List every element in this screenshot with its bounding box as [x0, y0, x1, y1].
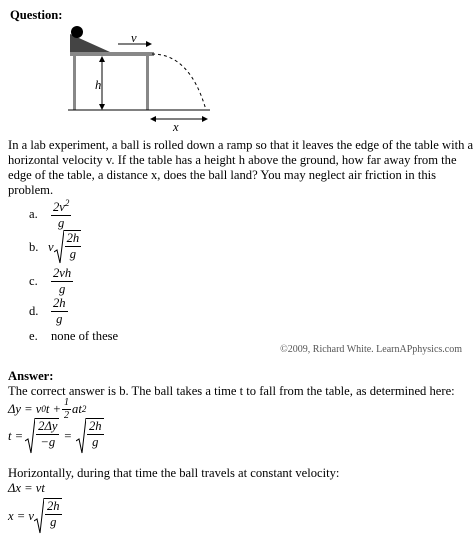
option-a-den: g [58, 215, 65, 230]
question-text [8, 138, 474, 197]
table-leg-right [146, 56, 149, 110]
equation-fall-time: Δy = v 0 t + $\frac{1}{2}$ at 2 [8, 397, 87, 421]
option-label: c. [29, 273, 38, 288]
option-a[interactable] [29, 198, 71, 231]
option-c-num: 2vh [53, 266, 72, 280]
horizontal-text: Horizontally, during that time the ball travels at constant velocity: [8, 466, 340, 480]
option-d[interactable] [29, 296, 68, 327]
option-b-den: g [69, 246, 77, 261]
copyright: ©2009, Richard White. LearnAPphysics.com [280, 344, 462, 355]
question-line: edge of the table, a distance x, does the ball land? You may neglect air friction in this [8, 167, 437, 182]
equation-horizontal: Δx = vt [8, 481, 45, 495]
option-e[interactable] [29, 329, 118, 344]
diagram-h-label: h [95, 78, 102, 92]
ramp-table-diagram [60, 24, 220, 129]
option-b[interactable] [29, 230, 81, 264]
table-leg-left [73, 56, 76, 110]
answer-line: The correct answer is b. The ball takes a time t to fall from the table, as determined here: [8, 384, 455, 398]
sqrt-icon [34, 498, 44, 534]
trajectory-path [152, 54, 206, 110]
question-line: horizontal velocity v. If the table has a height h above the ground, how far away from the [8, 152, 457, 167]
option-label: b. [29, 239, 39, 254]
velocity-arrow-icon [146, 41, 152, 47]
option-label: e. [29, 329, 38, 343]
option-label: d. [29, 303, 39, 318]
ball-icon [71, 26, 83, 38]
question-line: In a lab experiment, a ball is rolled down a ramp so that it leaves the edge of the table with a [8, 138, 474, 152]
height-arrow-up-icon [99, 56, 105, 62]
option-c[interactable] [29, 266, 73, 297]
option-d-num: 2h [53, 296, 66, 310]
table-top [70, 52, 154, 56]
equation-distance: x = v $\frac{2h}{g}$ [8, 498, 62, 534]
answer-heading: Answer: [8, 369, 54, 383]
option-b-num: 2h [66, 231, 80, 245]
option-d-den: g [56, 311, 63, 326]
option-a-num: 2v [53, 200, 65, 214]
x-arrow-right-icon [202, 116, 208, 122]
question-heading: Question: [10, 8, 63, 22]
diagram-v-label: v [131, 31, 137, 45]
height-arrow-down-icon [99, 104, 105, 110]
sqrt-icon [76, 418, 86, 454]
diagram-x-label: x [173, 120, 179, 134]
option-label: a. [29, 206, 38, 221]
option-a-exp: 2 [64, 198, 70, 208]
question-line: problem. [8, 182, 54, 197]
sqrt-icon [54, 230, 64, 264]
option-b-pre: v [48, 239, 54, 254]
option-c-den: g [58, 281, 66, 296]
option-e-text: none of these [51, 329, 119, 343]
equation-time-solution: t = $\frac{2\Delta y}{-g}$ = $\frac{2h}{g}$ [8, 418, 104, 454]
sqrt-icon [25, 418, 35, 454]
x-arrow-left-icon [150, 116, 156, 122]
